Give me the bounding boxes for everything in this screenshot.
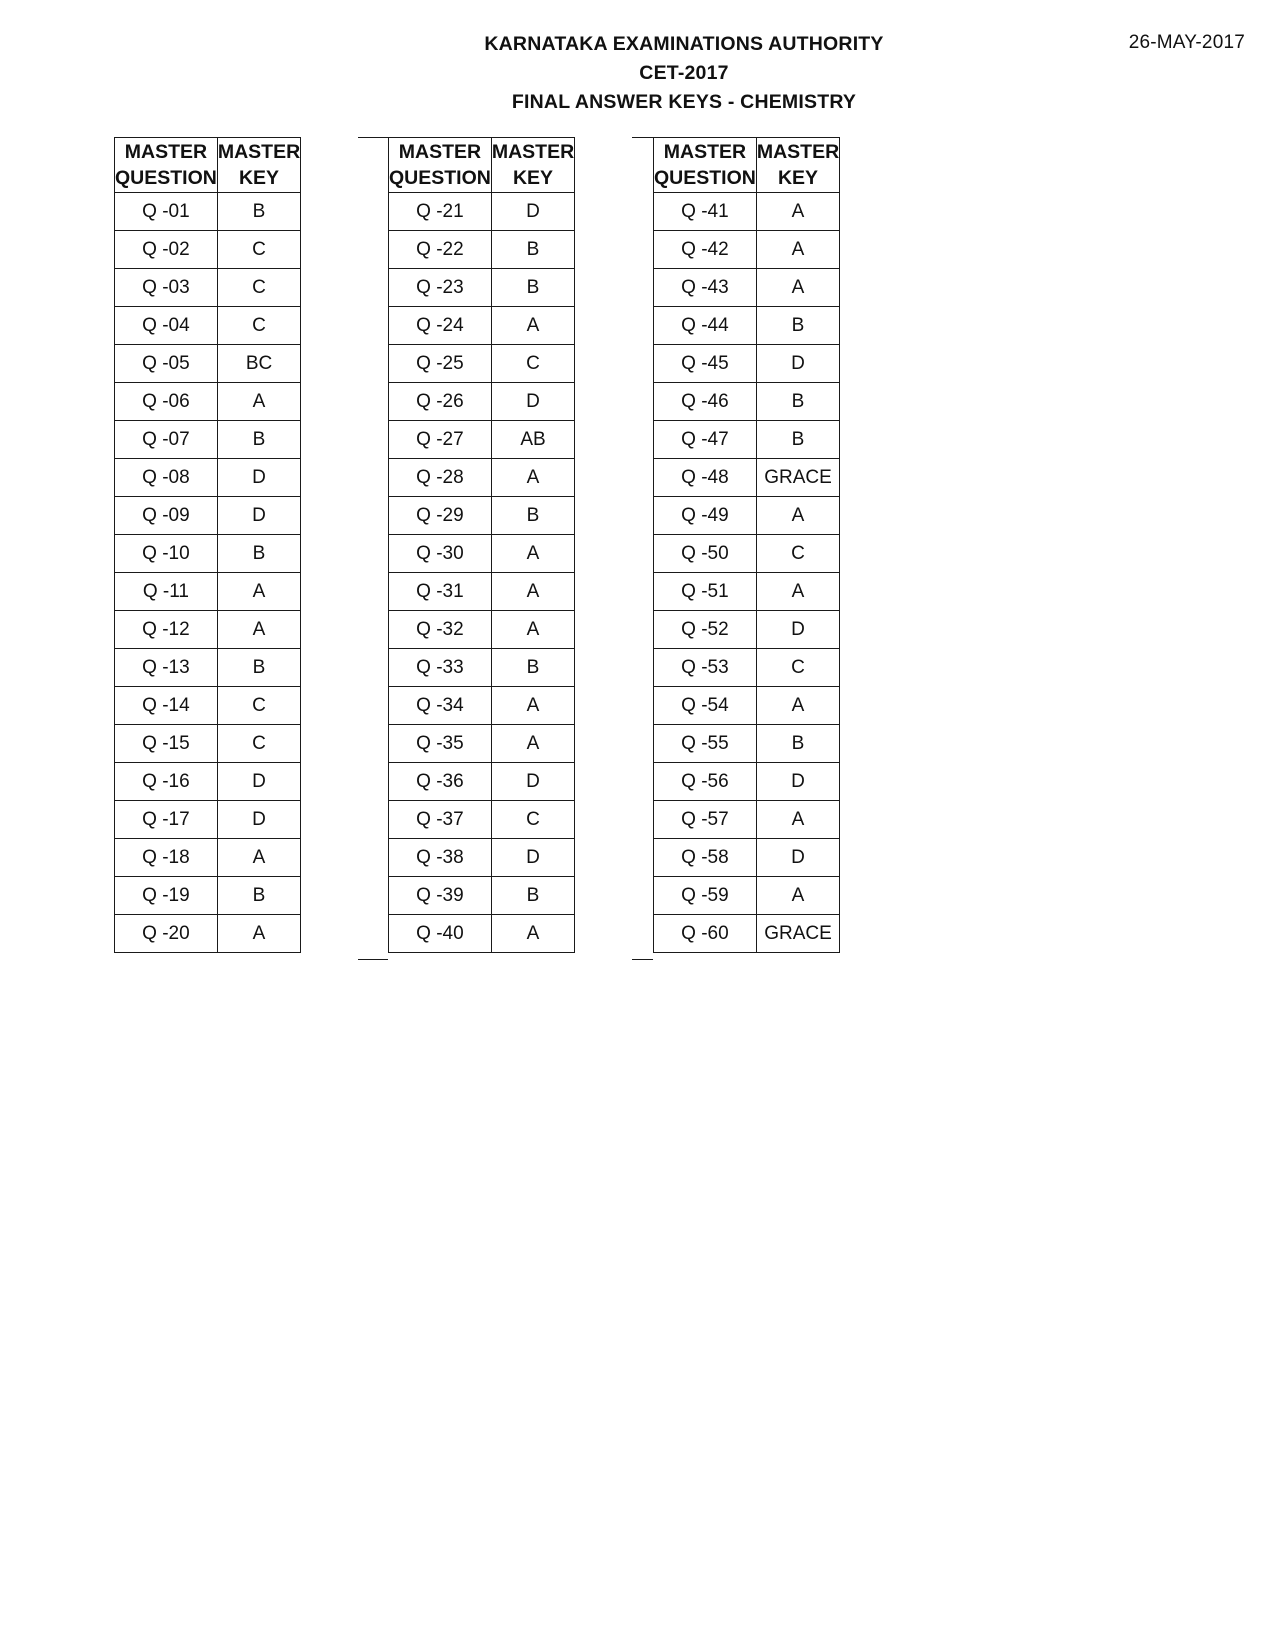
title-subject: FINAL ANSWER KEYS - CHEMISTRY [511, 91, 857, 113]
answer-key-cell: A [491, 611, 574, 649]
question-number-cell: Q -34 [389, 687, 492, 725]
answer-key-cell: C [491, 345, 574, 383]
question-number-cell: Q -47 [654, 421, 757, 459]
question-number-cell: Q -22 [389, 231, 492, 269]
answer-key-cell: A [756, 687, 839, 725]
question-number-cell: Q -42 [654, 231, 757, 269]
question-number-cell: Q -02 [115, 231, 218, 269]
answer-key-cell: A [491, 535, 574, 573]
table-row [389, 535, 575, 573]
table-row [389, 383, 575, 421]
question-number-cell: Q -19 [115, 877, 218, 915]
answer-key-cell: A [217, 573, 300, 611]
key-column-header [756, 138, 839, 193]
answer-key-cell: D [491, 193, 574, 231]
table-row [115, 383, 301, 421]
question-number-cell: Q -44 [654, 307, 757, 345]
answer-key-cell: A [491, 307, 574, 345]
question-number-cell: Q -54 [654, 687, 757, 725]
answer-key-cell: B [217, 649, 300, 687]
answer-key-cell: D [756, 345, 839, 383]
answer-table-3 [653, 137, 840, 953]
table-row [389, 687, 575, 725]
answer-key-cell: B [491, 269, 574, 307]
answer-key-cell: A [756, 877, 839, 915]
table-row [654, 573, 840, 611]
answer-key-cell: D [756, 611, 839, 649]
document-title [0, 30, 1275, 117]
answer-key-cell: BC [217, 345, 300, 383]
answer-key-cell: B [756, 421, 839, 459]
question-number-cell: Q -07 [115, 421, 218, 459]
question-number-cell: Q -56 [654, 763, 757, 801]
table-row [389, 725, 575, 763]
table-row [115, 611, 301, 649]
answer-key-cell: C [217, 725, 300, 763]
question-number-cell: Q -53 [654, 649, 757, 687]
table-header-row [654, 138, 840, 193]
answer-key-cell: D [491, 383, 574, 421]
question-number-cell: Q -39 [389, 877, 492, 915]
question-number-cell: Q -05 [115, 345, 218, 383]
table-row [115, 687, 301, 725]
table-row [654, 839, 840, 877]
table-row [389, 839, 575, 877]
question-number-cell: Q -41 [654, 193, 757, 231]
question-number-cell: Q -32 [389, 611, 492, 649]
table-row [654, 763, 840, 801]
table-row [389, 307, 575, 345]
header-text: MASTER [756, 141, 840, 163]
question-number-cell: Q -14 [115, 687, 218, 725]
question-number-cell: Q -06 [115, 383, 218, 421]
question-column-header [389, 138, 492, 193]
table-row [654, 307, 840, 345]
answer-key-cell: B [491, 231, 574, 269]
question-number-cell: Q -23 [389, 269, 492, 307]
table-row [654, 421, 840, 459]
question-number-cell: Q -25 [389, 345, 492, 383]
question-number-cell: Q -21 [389, 193, 492, 231]
table-row [654, 687, 840, 725]
question-number-cell: Q -55 [654, 725, 757, 763]
table-row [115, 193, 301, 231]
answer-key-cell: C [217, 231, 300, 269]
table-row [115, 421, 301, 459]
table-row [115, 535, 301, 573]
table-row [654, 535, 840, 573]
table-header-row [115, 138, 301, 193]
table-gap-2 [632, 137, 653, 960]
question-number-cell: Q -28 [389, 459, 492, 497]
answer-key-cell: D [756, 763, 839, 801]
question-number-cell: Q -31 [389, 573, 492, 611]
table-row [654, 231, 840, 269]
answer-key-cell: A [756, 231, 839, 269]
question-number-cell: Q -04 [115, 307, 218, 345]
answer-key-cell: D [756, 839, 839, 877]
table-row [115, 877, 301, 915]
question-number-cell: Q -09 [115, 497, 218, 535]
question-number-cell: Q -58 [654, 839, 757, 877]
question-number-cell: Q -35 [389, 725, 492, 763]
question-number-cell: Q -15 [115, 725, 218, 763]
answer-key-cell: D [491, 839, 574, 877]
answer-key-cell: A [217, 383, 300, 421]
table-row [115, 839, 301, 877]
question-number-cell: Q -17 [115, 801, 218, 839]
table-row [654, 383, 840, 421]
answer-key-cell: A [491, 725, 574, 763]
release-date: 26-MAY-2017 [1128, 32, 1245, 53]
title-exam: CET-2017 [639, 62, 729, 84]
header-text: MASTER [217, 141, 301, 163]
answer-key-cell: C [491, 801, 574, 839]
question-number-cell: Q -60 [654, 915, 757, 953]
question-number-cell: Q -38 [389, 839, 492, 877]
table-row [654, 611, 840, 649]
table-row [115, 231, 301, 269]
table-row [115, 269, 301, 307]
question-number-cell: Q -29 [389, 497, 492, 535]
answer-key-cell: C [217, 687, 300, 725]
table-row [389, 193, 575, 231]
question-number-cell: Q -52 [654, 611, 757, 649]
table-row [389, 649, 575, 687]
table-row [654, 801, 840, 839]
table-row [115, 649, 301, 687]
question-number-cell: Q -16 [115, 763, 218, 801]
table-row [115, 915, 301, 953]
question-number-cell: Q -11 [115, 573, 218, 611]
table-row [115, 573, 301, 611]
answer-key-cell: A [217, 915, 300, 953]
table-body [115, 193, 301, 953]
table-row [115, 725, 301, 763]
table-row [389, 763, 575, 801]
question-number-cell: Q -20 [115, 915, 218, 953]
table-row [115, 345, 301, 383]
question-number-cell: Q -26 [389, 383, 492, 421]
question-number-cell: Q -45 [654, 345, 757, 383]
question-number-cell: Q -01 [115, 193, 218, 231]
answer-key-cell: D [217, 497, 300, 535]
question-number-cell: Q -12 [115, 611, 218, 649]
question-number-cell: Q -33 [389, 649, 492, 687]
table-body [654, 193, 840, 953]
answer-key-cell: A [491, 459, 574, 497]
question-number-cell: Q -50 [654, 535, 757, 573]
answer-key-cell: A [756, 269, 839, 307]
answer-key-cell: B [217, 877, 300, 915]
table-row [389, 345, 575, 383]
key-column-header [217, 138, 300, 193]
table-row [389, 915, 575, 953]
table-row [389, 877, 575, 915]
table-row [389, 611, 575, 649]
answer-key-cell: A [756, 193, 839, 231]
table-row [654, 459, 840, 497]
question-number-cell: Q -57 [654, 801, 757, 839]
answer-key-cell: B [491, 649, 574, 687]
table-row [654, 497, 840, 535]
table-row [654, 915, 840, 953]
table-row [389, 421, 575, 459]
answer-key-cell: B [217, 535, 300, 573]
question-number-cell: Q -48 [654, 459, 757, 497]
table-row [389, 459, 575, 497]
table-body [389, 193, 575, 953]
table-row [654, 877, 840, 915]
header-text: MASTER [491, 141, 575, 163]
answer-key-cell: B [756, 307, 839, 345]
answer-table-1 [114, 137, 301, 953]
answer-key-cell: A [217, 839, 300, 877]
title-authority: KARNATAKA EXAMINATIONS AUTHORITY [484, 33, 884, 55]
table-row [389, 231, 575, 269]
question-number-cell: Q -37 [389, 801, 492, 839]
answer-key-cell: C [756, 649, 839, 687]
answer-key-cell: B [756, 383, 839, 421]
answer-table-2 [388, 137, 575, 953]
answer-key-cell: C [217, 307, 300, 345]
question-number-cell: Q -24 [389, 307, 492, 345]
question-column-header [654, 138, 757, 193]
answer-key-cell: C [217, 269, 300, 307]
question-number-cell: Q -13 [115, 649, 218, 687]
table-row [654, 649, 840, 687]
table-row [389, 269, 575, 307]
question-number-cell: Q -18 [115, 839, 218, 877]
table-row [115, 801, 301, 839]
question-number-cell: Q -36 [389, 763, 492, 801]
table-row [654, 269, 840, 307]
question-number-cell: Q -40 [389, 915, 492, 953]
answer-key-cell: A [756, 497, 839, 535]
question-number-cell: Q -43 [654, 269, 757, 307]
header-text: MASTER [663, 141, 747, 163]
table-row [654, 193, 840, 231]
question-number-cell: Q -30 [389, 535, 492, 573]
table-row [389, 801, 575, 839]
table-row [389, 497, 575, 535]
question-number-cell: Q -10 [115, 535, 218, 573]
table-row [115, 763, 301, 801]
header-text: QUESTION [389, 167, 491, 189]
answer-key-cell: GRACE [756, 459, 839, 497]
answer-key-cell: D [217, 801, 300, 839]
header-text: QUESTION [654, 167, 756, 189]
answer-key-cell: B [491, 877, 574, 915]
key-column-header [491, 138, 574, 193]
table-row [115, 307, 301, 345]
answer-key-cell: D [217, 763, 300, 801]
header-text: QUESTION [115, 167, 217, 189]
table-row [389, 573, 575, 611]
answer-key-cell: A [756, 573, 839, 611]
table-row [115, 497, 301, 535]
header-text: MASTER [398, 141, 482, 163]
header-text: KEY [512, 167, 554, 189]
answer-key-cell: A [756, 801, 839, 839]
answer-key-cell: A [491, 915, 574, 953]
question-number-cell: Q -49 [654, 497, 757, 535]
question-number-cell: Q -51 [654, 573, 757, 611]
question-column-header [115, 138, 218, 193]
question-number-cell: Q -03 [115, 269, 218, 307]
question-number-cell: Q -08 [115, 459, 218, 497]
answer-key-cell: B [217, 421, 300, 459]
question-number-cell: Q -46 [654, 383, 757, 421]
table-row [654, 725, 840, 763]
answer-key-cell: B [756, 725, 839, 763]
answer-key-cell: A [217, 611, 300, 649]
answer-key-cell: D [217, 459, 300, 497]
question-number-cell: Q -59 [654, 877, 757, 915]
answer-key-cell: B [217, 193, 300, 231]
header-text: MASTER [124, 141, 208, 163]
answer-key-cell: GRACE [756, 915, 839, 953]
table-row [115, 459, 301, 497]
answer-key-cell: D [491, 763, 574, 801]
answer-key-cell: AB [491, 421, 574, 459]
answer-key-cell: B [491, 497, 574, 535]
answer-key-cell: C [756, 535, 839, 573]
answer-key-cell: A [491, 573, 574, 611]
header-text: KEY [238, 167, 280, 189]
table-row [654, 345, 840, 383]
header-text: KEY [777, 167, 819, 189]
table-gap-1 [358, 137, 388, 960]
question-number-cell: Q -27 [389, 421, 492, 459]
answer-key-cell: A [491, 687, 574, 725]
table-header-row [389, 138, 575, 193]
